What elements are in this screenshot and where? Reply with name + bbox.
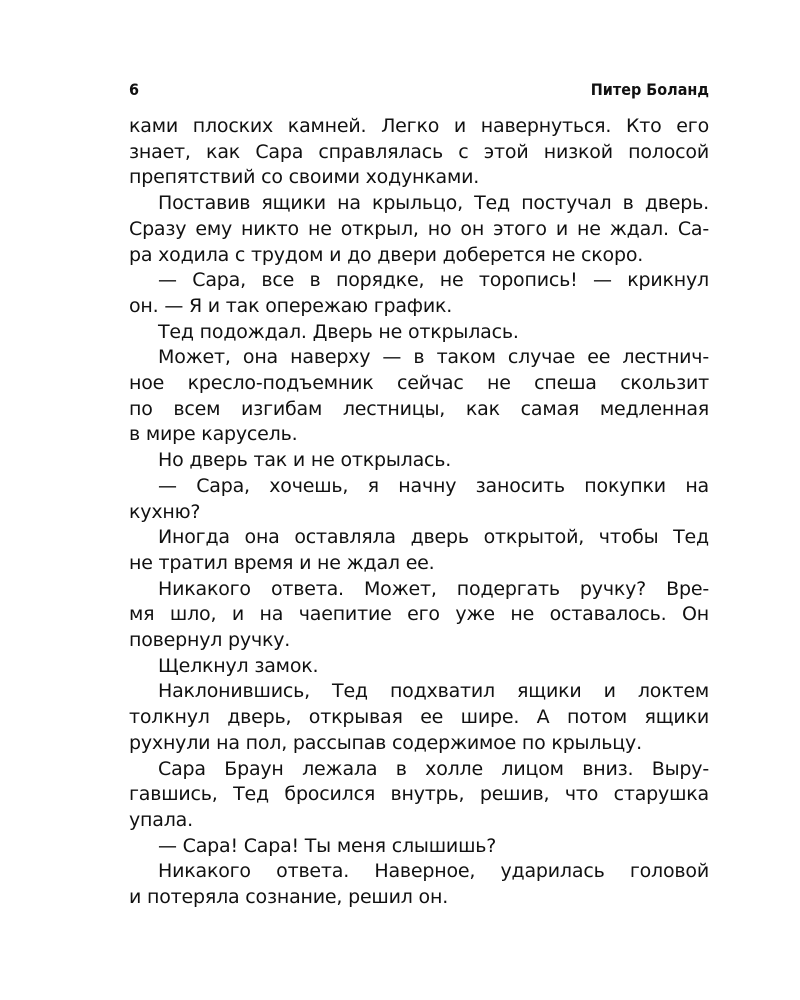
paragraph <box>129 859 709 910</box>
paragraph <box>129 834 709 860</box>
text-line: — Сара, все в порядке, не торопись! — крикнул <box>158 269 709 292</box>
paragraph <box>129 474 709 525</box>
paragraph <box>129 114 709 191</box>
paragraph <box>129 654 709 680</box>
text-line: Сразу ему никто не открыл, но он этого и не ждал. Са- <box>129 217 709 240</box>
text-line: гавшись, Тед бросился внутрь, решив, что старушка <box>129 783 709 806</box>
text-line: Наклонившись, Тед подхватил ящики и локтем <box>158 680 709 703</box>
paragraph <box>129 679 709 756</box>
text-line: знает, как Сара справлялась с этой низкой полосой <box>129 140 709 163</box>
running-head-author: Питер Боланд <box>590 80 709 99</box>
text-line: Но дверь так и не открылась. <box>158 449 452 472</box>
text-line: Никакого ответа. Может, подергать ручку? Вре- <box>158 577 709 600</box>
text-line: Иногда она оставляла дверь открытой, чтобы Тед <box>158 526 709 549</box>
text-line: — Сара! Сара! Ты меня слышишь? <box>158 834 497 857</box>
paragraph <box>129 268 709 319</box>
text-line: ками плоских камней. Легко и навернуться. Кто его <box>129 115 709 137</box>
paragraph <box>129 577 709 654</box>
text-line: по всем изгибам лестницы, как самая медленная <box>129 397 709 420</box>
text-line: Щелкнул замок. <box>158 654 319 677</box>
paragraph <box>129 191 709 268</box>
text-line: кухню? <box>129 500 201 523</box>
text-line: препятствий со своими ходунками. <box>129 166 480 189</box>
running-head <box>129 77 709 103</box>
text-line: Никакого ответа. Наверное, ударилась головой <box>158 860 709 883</box>
paragraph <box>129 525 709 576</box>
text-line: Может, она наверху — в таком случае ее лестнич- <box>158 346 709 369</box>
paragraph <box>129 345 709 448</box>
page-number: 6 <box>129 80 140 99</box>
text-line: и потеряла сознание, решил он. <box>129 886 449 909</box>
text-line: мя шло, и на чаепитие его уже не оставалось. Он <box>129 603 709 626</box>
text-line: Тед подождал. Дверь не открылась. <box>158 320 519 343</box>
text-line: — Сара, хочешь, я начну заносить покупки на <box>158 474 709 497</box>
text-line: он. — Я и так опережаю график. <box>129 294 453 317</box>
text-line: рухнули на пол, рассыпав содержимое по крыльцу. <box>129 731 642 754</box>
text-line: не тратил время и не ждал ее. <box>129 551 435 574</box>
paragraph <box>129 448 709 474</box>
text-line: повернул ручку. <box>129 629 291 652</box>
paragraph <box>129 320 709 346</box>
text-line: Поставив ящики на крыльцо, Тед постучал в дверь. <box>158 192 709 215</box>
text-line: ра ходила с трудом и до двери доберется не скоро. <box>129 243 644 266</box>
text-line: ное кресло-подъемник сейчас не спеша скользит <box>129 372 709 395</box>
text-line: в мире карусель. <box>129 423 298 446</box>
text-line: упала. <box>129 808 193 831</box>
text-line: Сара Браун лежала в холле лицом вниз. Выру- <box>158 757 709 780</box>
text-line: толкнул дверь, открывая ее шире. А потом ящики <box>129 706 709 729</box>
paragraph <box>129 757 709 834</box>
body-text <box>129 114 709 911</box>
